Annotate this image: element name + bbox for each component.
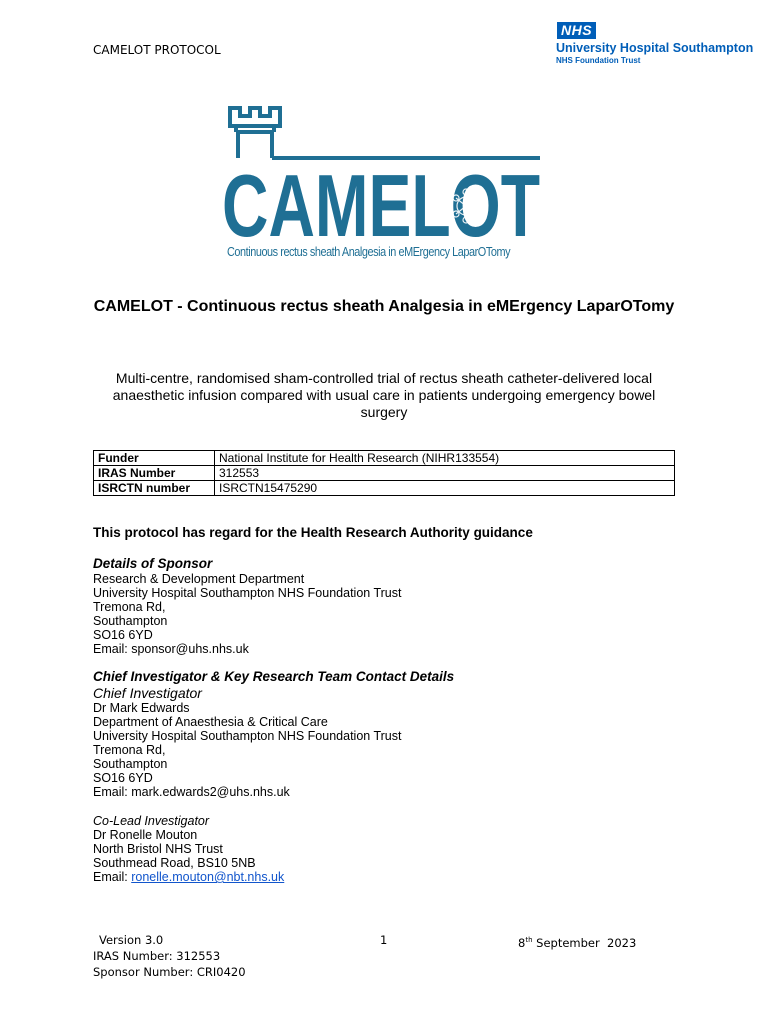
footer-date-day: 8: [518, 935, 526, 950]
chief-investigator-subheading: Chief Investigator: [93, 685, 202, 701]
footer-date: [518, 932, 636, 951]
running-header-title: CAMELOT PROTOCOL: [93, 43, 221, 57]
chief-investigator-heading: Chief Investigator & Key Research Team Contact Details: [93, 669, 455, 684]
table-row: [94, 481, 675, 496]
sponsor-line: Tremona Rd,: [93, 600, 166, 614]
sponsor-line: Southampton: [93, 614, 168, 628]
nhs-badge: NHS: [557, 22, 596, 39]
sponsor-heading: Details of Sponsor: [93, 556, 213, 571]
chief-line: Dr Mark Edwards: [93, 701, 190, 715]
sponsor-details: [93, 572, 401, 656]
chief-line: University Hospital Southampton NHS Foundation Trust: [93, 729, 402, 743]
chief-investigator-details: [93, 701, 401, 799]
sponsor-line: University Hospital Southampton NHS Foundation Trust: [93, 586, 402, 600]
footer-version: Version 3.0: [99, 933, 164, 947]
nhs-trust-logo: [556, 22, 761, 66]
table-label: IRAS Number: [94, 466, 215, 481]
co-lead-email-link[interactable]: ronelle.mouton@nbt.nhs.uk: [131, 870, 285, 884]
nhs-trust-name: NHS Foundation Trust: [556, 56, 641, 65]
co-lead-line: North Bristol NHS Trust: [93, 842, 223, 856]
co-lead-email-prefix: Email:: [93, 870, 132, 884]
table-value: ISRCTN15475290: [215, 481, 675, 496]
castle-tower-icon: [230, 108, 540, 158]
chief-line: Southampton: [93, 757, 168, 771]
co-lead-line: Southmead Road, BS10 5NB: [93, 856, 256, 870]
co-lead-email-row: [93, 870, 284, 884]
chief-line: Department of Anaesthesia & Critical Care: [93, 715, 328, 729]
footer-page-number: 1: [380, 933, 388, 947]
nhs-hospital-name: University Hospital Southampton: [556, 41, 754, 55]
footer-sponsor-number: Sponsor Number: CRI0420: [93, 965, 246, 979]
table-value: National Institute for Health Research (NIHR133554): [215, 451, 675, 466]
document-title: CAMELOT - Continuous rectus sheath Analgesia in eMErgency LaparOTomy: [93, 298, 675, 315]
footer-iras-number: IRAS Number: 312553: [93, 949, 221, 963]
document-subtitle: Multi-centre, randomised sham-controlled trial of rectus sheath catheter-delivered local anaesthetic infusion compared with usual care in patients undergoing emergency bowel surgery: [112, 370, 656, 420]
chief-line: SO16 6YD: [93, 771, 153, 785]
footer-date-suffix: th: [525, 936, 533, 944]
co-lead-heading: Co-Lead Investigator: [93, 814, 210, 828]
footer-date-rest: September 2023: [532, 935, 637, 950]
camelot-wordmark: CAMELOT: [222, 156, 540, 255]
sponsor-line: SO16 6YD: [93, 628, 153, 642]
table-label: Funder: [94, 451, 215, 466]
table-row: [94, 451, 675, 466]
sponsor-email: Email: sponsor@uhs.nhs.uk: [93, 642, 249, 656]
trial-info-table: [93, 450, 675, 496]
co-lead-details: [93, 814, 284, 884]
table-label: ISRCTN number: [94, 481, 215, 496]
hra-guidance-statement: This protocol has regard for the Health Research Authority guidance: [93, 525, 533, 540]
chief-email: Email: mark.edwards2@uhs.nhs.uk: [93, 785, 290, 799]
table-value: 312553: [215, 466, 675, 481]
co-lead-line: Dr Ronelle Mouton: [93, 828, 198, 842]
table-row: [94, 466, 675, 481]
camelot-logo: [220, 100, 550, 265]
chief-line: Tremona Rd,: [93, 743, 166, 757]
logo-tagline: Continuous rectus sheath Analgesia in eMErgency LaparOTomy: [227, 245, 511, 259]
sponsor-line: Research & Development Department: [93, 572, 305, 586]
